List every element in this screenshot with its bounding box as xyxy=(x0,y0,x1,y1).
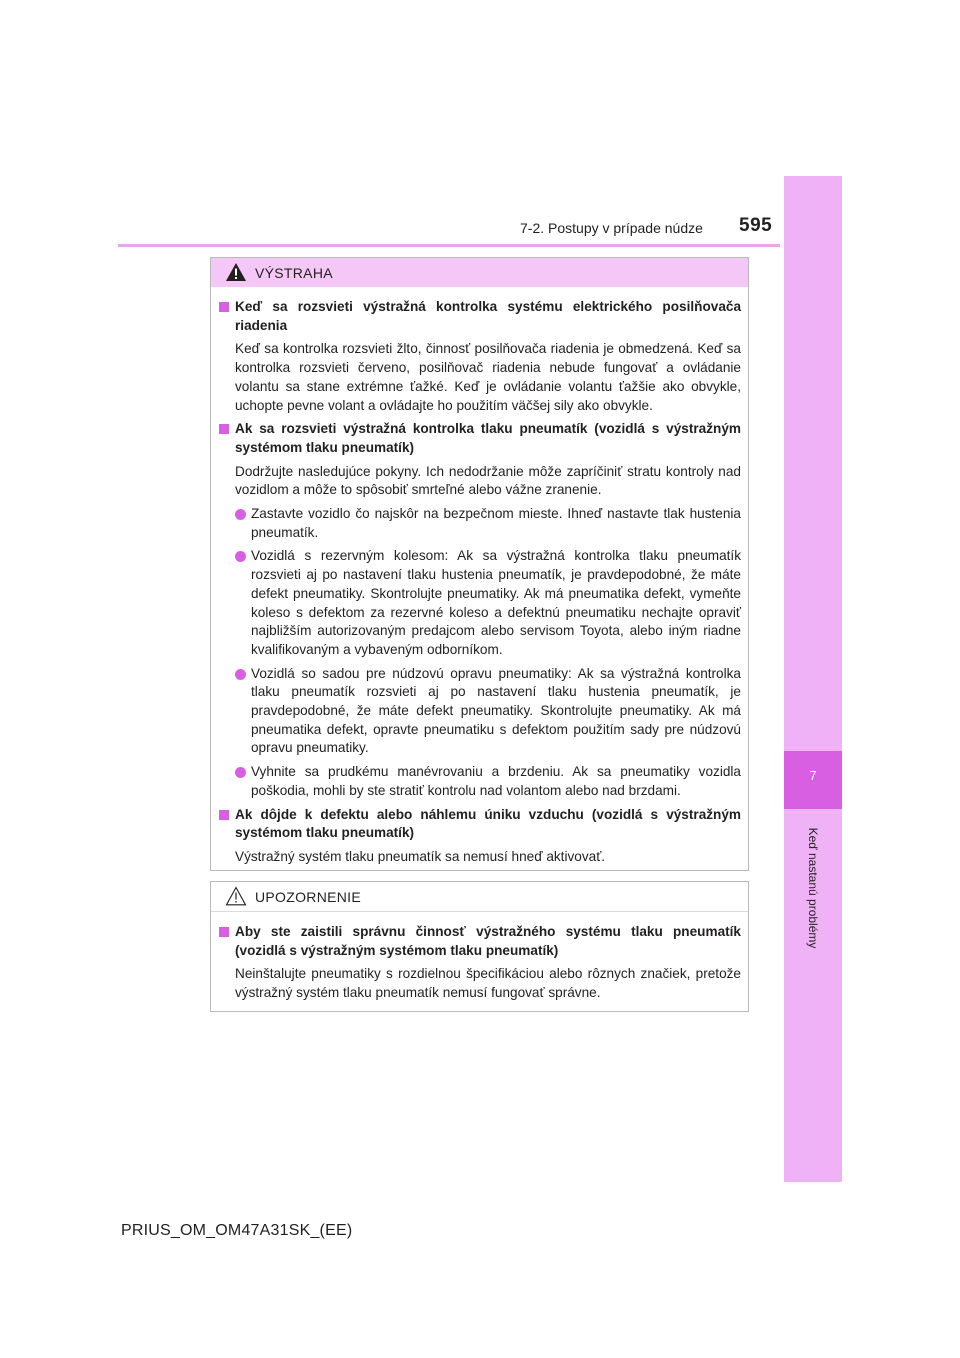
chapter-number: 7 xyxy=(809,768,817,783)
section-title: 7-2. Postupy v prípade núdze xyxy=(520,220,703,236)
list-item xyxy=(235,547,741,659)
section-text: Dodržujte nasledujúce pokyny. Ich nedodržanie môže zapríčiniť stratu kontroly nad vozidlom a môže to spôsobiť smrteľné alebo vážne zranenie. xyxy=(235,463,741,498)
caution-triangle-icon xyxy=(225,886,247,906)
warning-section xyxy=(218,420,741,800)
section-text: Neinštalujte pneumatiky s rozdielnou špecifikáciou alebo rôznych značiek, pretože výstražný systém tlaku pneumatík nemusí fungovať správne. xyxy=(235,966,741,1001)
list-item xyxy=(235,763,741,800)
warning-section xyxy=(218,298,741,415)
warning-triangle-icon xyxy=(225,262,247,282)
round-bullet-icon xyxy=(235,509,246,520)
section-heading: Keď sa rozsvieti výstražná kontrolka systému elektrického posilňovača riadenia xyxy=(235,299,741,333)
warning-title: VÝSTRAHA xyxy=(255,265,333,281)
caution-content xyxy=(211,912,748,1003)
list-item xyxy=(235,665,741,759)
square-bullet-icon xyxy=(219,424,229,434)
square-bullet-icon xyxy=(219,302,229,312)
warning-header xyxy=(211,258,748,287)
chapter-title: Keď nastanú problémy xyxy=(806,827,820,949)
document-code: PRIUS_OM_OM47A31SK_(EE) xyxy=(121,1222,353,1239)
square-bullet-icon xyxy=(219,810,229,820)
square-bullet-icon xyxy=(219,927,229,937)
section-heading: Aby ste zaistili správnu činnosť výstražného systému tlaku pneumatík (vozidlá s výstražným systémom tlaku pneumatík) xyxy=(235,924,741,958)
list-item xyxy=(235,505,741,542)
list-item-text: Zastavte vozidlo čo najskôr na bezpečnom mieste. Ihneď nastavte tlak hustenia pneumatík. xyxy=(251,506,741,540)
caution-title: UPOZORNENIE xyxy=(255,889,361,905)
round-bullet-icon xyxy=(235,767,246,778)
caution-box xyxy=(210,881,749,1012)
chapter-tab xyxy=(784,176,842,1182)
list-item-text: Vozidlá s rezervným kolesom: Ak sa výstražná kontrolka tlaku pneumatík rozsvieti aj po nastavení tlaku hustenia pneumatík, je pravdepodobné, že máte defekt pneumatiky. Skontrolujte pneumatiky. Ak má pneumatika defekt, vymeňte koleso s defektom za rezervné koleso a defektnú pneumatiku nechajte opraviť najbližším autorizovaným predajcom alebo servisom Toyota, alebo iným riadne kvalifikovaným a vybaveným odborníkom. xyxy=(251,548,741,657)
list-item-text: Vozidlá so sadou pre núdzovú opravu pneumatiky: Ak sa výstražná kontrolka tlaku pneumatík rozsvieti aj po nastavení tlaku hustenia pneumatík, je pravdepodobné, že máte defekt pneumatiky. Skontrolujte pneumatiky. Ak má pneumatika defekt, opravte pneumatiku s defektom použitím sady pre núdzovú opravu pneumatiky. xyxy=(251,665,741,756)
header-rule xyxy=(118,244,780,247)
warning-section xyxy=(218,806,741,867)
round-bullet-icon xyxy=(235,669,246,680)
section-heading: Ak sa rozsvieti výstražná kontrolka tlaku pneumatík (vozidlá s výstražným systémom tlaku pneumatík) xyxy=(235,421,741,455)
caution-section xyxy=(218,923,741,1003)
page-number: 595 xyxy=(739,215,773,236)
section-text: Výstražný systém tlaku pneumatík sa nemusí hneď aktivovať. xyxy=(235,848,606,864)
caution-header xyxy=(211,882,748,912)
warning-box xyxy=(210,257,749,871)
list-item-text: Vyhnite sa prudkému manévrovaniu a brzdeniu. Ak sa pneumatiky vozidla poškodia, mohli by ste stratiť kontrolu nad volantom alebo nad brzdami. xyxy=(251,764,741,798)
section-text: Keď sa kontrolka rozsvieti žlto, činnosť posilňovača riadenia je obmedzená. Keď sa kontrolka rozsvieti červeno, posilňovač riadenia nebude fungovať a ovládanie volantu sa stane extrémne ťažké. Keď je ovládanie volantu ťažšie ako obvykle, uchopte pevne volant a ovládajte ho použitím väčšej sily ako obvykle. xyxy=(235,341,741,413)
warning-content xyxy=(211,287,748,867)
round-bullet-icon xyxy=(235,551,246,562)
section-heading: Ak dôjde k defektu alebo náhlemu úniku vzduchu (vozidlá s výstražným systémom tlaku pneumatík) xyxy=(235,806,741,841)
